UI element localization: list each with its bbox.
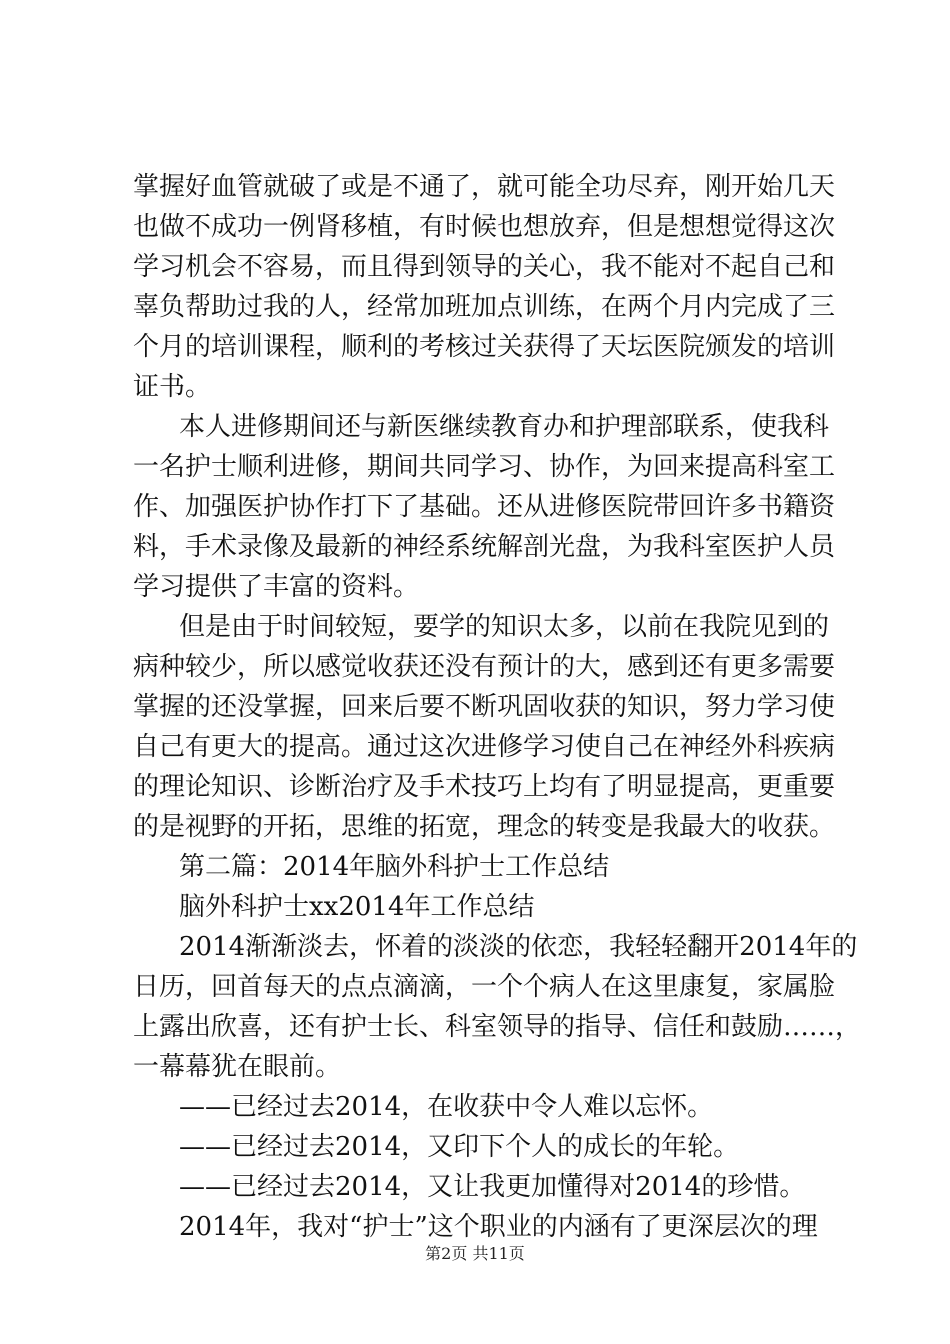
text-line: 一名护士顺利进修，期间共同学习、协作，为回来提高科室工 <box>133 452 836 482</box>
text-line: 一幕幕犹在眼前。 <box>133 1052 342 1082</box>
subsection-heading: 脑外科护士xx2014年工作总结 <box>179 892 535 922</box>
text-line: 作、加强医护协作打下了基础。还从进修医院带回许多书籍资 <box>133 492 836 522</box>
text-line: 的是视野的开拓，思维的拓宽，理念的转变是我最大的收获。 <box>133 812 836 842</box>
text-line: 上露出欣喜，还有护士长、科室领导的指导、信任和鼓励……， <box>133 1012 862 1042</box>
section-heading: 第二篇：2014年脑外科护士工作总结 <box>179 852 610 882</box>
text-line: 自己有更大的提高。通过这次进修学习使自己在神经外科疾病 <box>133 732 836 762</box>
quote-line: ——已经过去2014，又让我更加懂得对2014的珍惜。 <box>179 1172 806 1202</box>
quote-line: ——已经过去2014，又印下个人的成长的年轮。 <box>179 1132 740 1162</box>
text-line: 学习提供了丰富的资料。 <box>133 572 420 602</box>
text-line: 日历，回首每天的点点滴滴，一个个病人在这里康复，家属脸 <box>133 972 836 1002</box>
text-line: 掌握的还没掌握，回来后要不断巩固收获的知识，努力学习使 <box>133 692 836 722</box>
quote-line: ——已经过去2014，在收获中令人难以忘怀。 <box>179 1092 714 1122</box>
page-number-footer: 第2页 共11页 <box>425 1244 525 1263</box>
text-line: 个月的培训课程，顺利的考核过关获得了天坛医院颁发的培训 <box>133 332 836 362</box>
text-line: 病种较少，所以感觉收获还没有预计的大，感到还有更多需要 <box>133 652 836 682</box>
text-line: 学习机会不容易，而且得到领导的关心，我不能对不起自己和 <box>133 252 836 282</box>
text-line: 掌握好血管就破了或是不通了，就可能全功尽弃，刚开始几天 <box>133 172 836 202</box>
paragraph-start-line: 2014年，我对“护士”这个职业的内涵有了更深层次的理 <box>179 1212 818 1242</box>
paragraph-start-line: 但是由于时间较短，要学的知识太多，以前在我院见到的 <box>179 612 830 642</box>
text-line: 证书。 <box>133 372 212 402</box>
paragraph-start-line: 本人进修期间还与新医继续教育办和护理部联系，使我科 <box>179 412 830 442</box>
text-line: 也做不成功一例肾移植，有时候也想放弃，但是想想觉得这次 <box>133 212 836 242</box>
paragraph-start-line: 2014渐渐淡去，怀着的淡淡的依恋，我轻轻翻开2014年的 <box>179 932 858 962</box>
text-line: 的理论知识、诊断治疗及手术技巧上均有了明显提高，更重要 <box>133 772 836 802</box>
text-line: 料，手术录像及最新的神经系统解剖光盘，为我科室医护人员 <box>133 532 836 562</box>
text-line: 辜负帮助过我的人，经常加班加点训练，在两个月内完成了三 <box>133 292 836 322</box>
